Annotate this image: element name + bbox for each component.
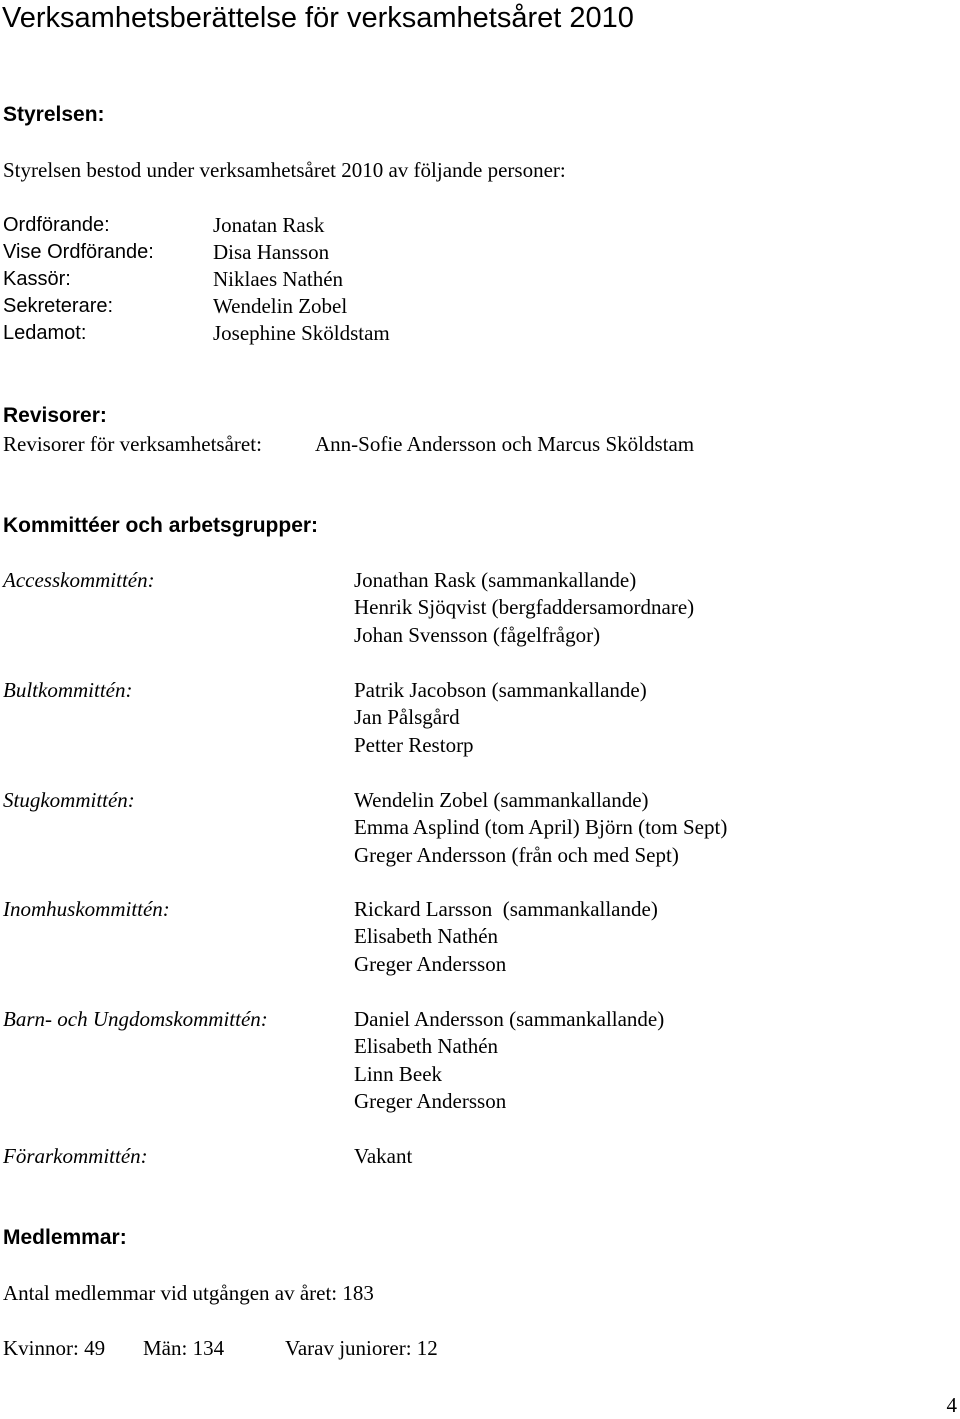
- board-name-vice-chair: Disa Hansson: [213, 240, 330, 264]
- committee-member: Greger Andersson (från och med Sept): [354, 842, 679, 867]
- committee-member: Daniel Andersson (sammankallande): [354, 1007, 665, 1031]
- committee-member: Rickard Larsson (sammankallande): [354, 897, 658, 921]
- committee-member: Petter Restorp: [354, 732, 474, 757]
- committee-members-access: [354, 567, 694, 649]
- committee-member: Linn Beek: [354, 1061, 443, 1086]
- committee-name-access: Accesskommittén:: [3, 568, 155, 592]
- committee-member: Patrik Jacobson (sammankallande): [354, 678, 647, 702]
- auditors-label: Revisorer för verksamhetsåret:: [3, 432, 262, 456]
- committee-name-bult: Bultkommittén:: [3, 678, 133, 702]
- committee-member: Elisabeth Nathén: [354, 924, 499, 949]
- committee-name-forar: Förarkommittén:: [3, 1144, 148, 1168]
- committee-member: Henrik Sjöqvist (bergfaddersamordnare): [354, 595, 695, 620]
- committee-member: Greger Andersson: [354, 1088, 507, 1113]
- committee-name-barn-ungdom: Barn- och Ungdomskommittén:: [3, 1007, 268, 1031]
- board-name-chair: Jonatan Rask: [213, 213, 325, 237]
- committee-members-bult: [354, 677, 647, 759]
- document-title: Verksamhetsberättelse för verksamhetsåret 2010: [2, 2, 634, 34]
- committee-member: Wendelin Zobel (sammankallande): [354, 788, 649, 812]
- board-role-chair: Ordförande:: [3, 214, 110, 236]
- committee-member: Johan Svensson (fågelfrågor): [354, 622, 601, 647]
- board-role-vice-chair: Vise Ordförande:: [3, 241, 154, 263]
- page-number: 4: [946, 1393, 957, 1417]
- committee-name-stug: Stugkommittén:: [3, 788, 135, 812]
- board-role-treasurer: Kassör:: [3, 268, 71, 290]
- committee-member: Emma Asplind (tom April) Björn (tom Sept): [354, 815, 728, 840]
- board-intro: Styrelsen bestod under verksamhetsåret 2010 av följande personer:: [3, 158, 566, 182]
- board-heading: Styrelsen:: [3, 103, 105, 126]
- auditors-names: Ann-Sofie Andersson och Marcus Sköldstam: [315, 432, 695, 456]
- board-role-member: Ledamot:: [3, 322, 87, 344]
- auditors-heading: Revisorer:: [3, 404, 107, 427]
- committee-member: Vakant: [354, 1144, 413, 1168]
- board-name-secretary: Wendelin Zobel: [213, 294, 348, 318]
- committee-members-forar: [354, 1143, 412, 1170]
- committee-members-barn-ungdom: [354, 1006, 664, 1115]
- committee-member: Elisabeth Nathén: [354, 1034, 499, 1059]
- committee-member: Jonathan Rask (sammankallande): [354, 568, 637, 592]
- board-name-treasurer: Niklaes Nathén: [213, 267, 344, 291]
- members-men: Män: 134: [143, 1336, 225, 1360]
- committee-members-inomhus: [354, 896, 658, 978]
- board-name-member: Josephine Sköldstam: [213, 321, 390, 345]
- committee-name-inomhus: Inomhuskommittén:: [3, 897, 170, 921]
- committee-member: Greger Andersson: [354, 951, 507, 976]
- members-heading: Medlemmar:: [3, 1226, 127, 1249]
- members-juniors: Varav juniorer: 12: [285, 1336, 438, 1360]
- committee-member: Jan Pålsgård: [354, 705, 460, 730]
- committees-heading: Kommittéer och arbetsgrupper:: [3, 514, 319, 537]
- members-women: Kvinnor: 49: [3, 1336, 106, 1360]
- members-total: Antal medlemmar vid utgången av året: 183: [3, 1281, 374, 1305]
- board-role-secretary: Sekreterare:: [3, 295, 114, 317]
- committee-members-stug: [354, 787, 727, 869]
